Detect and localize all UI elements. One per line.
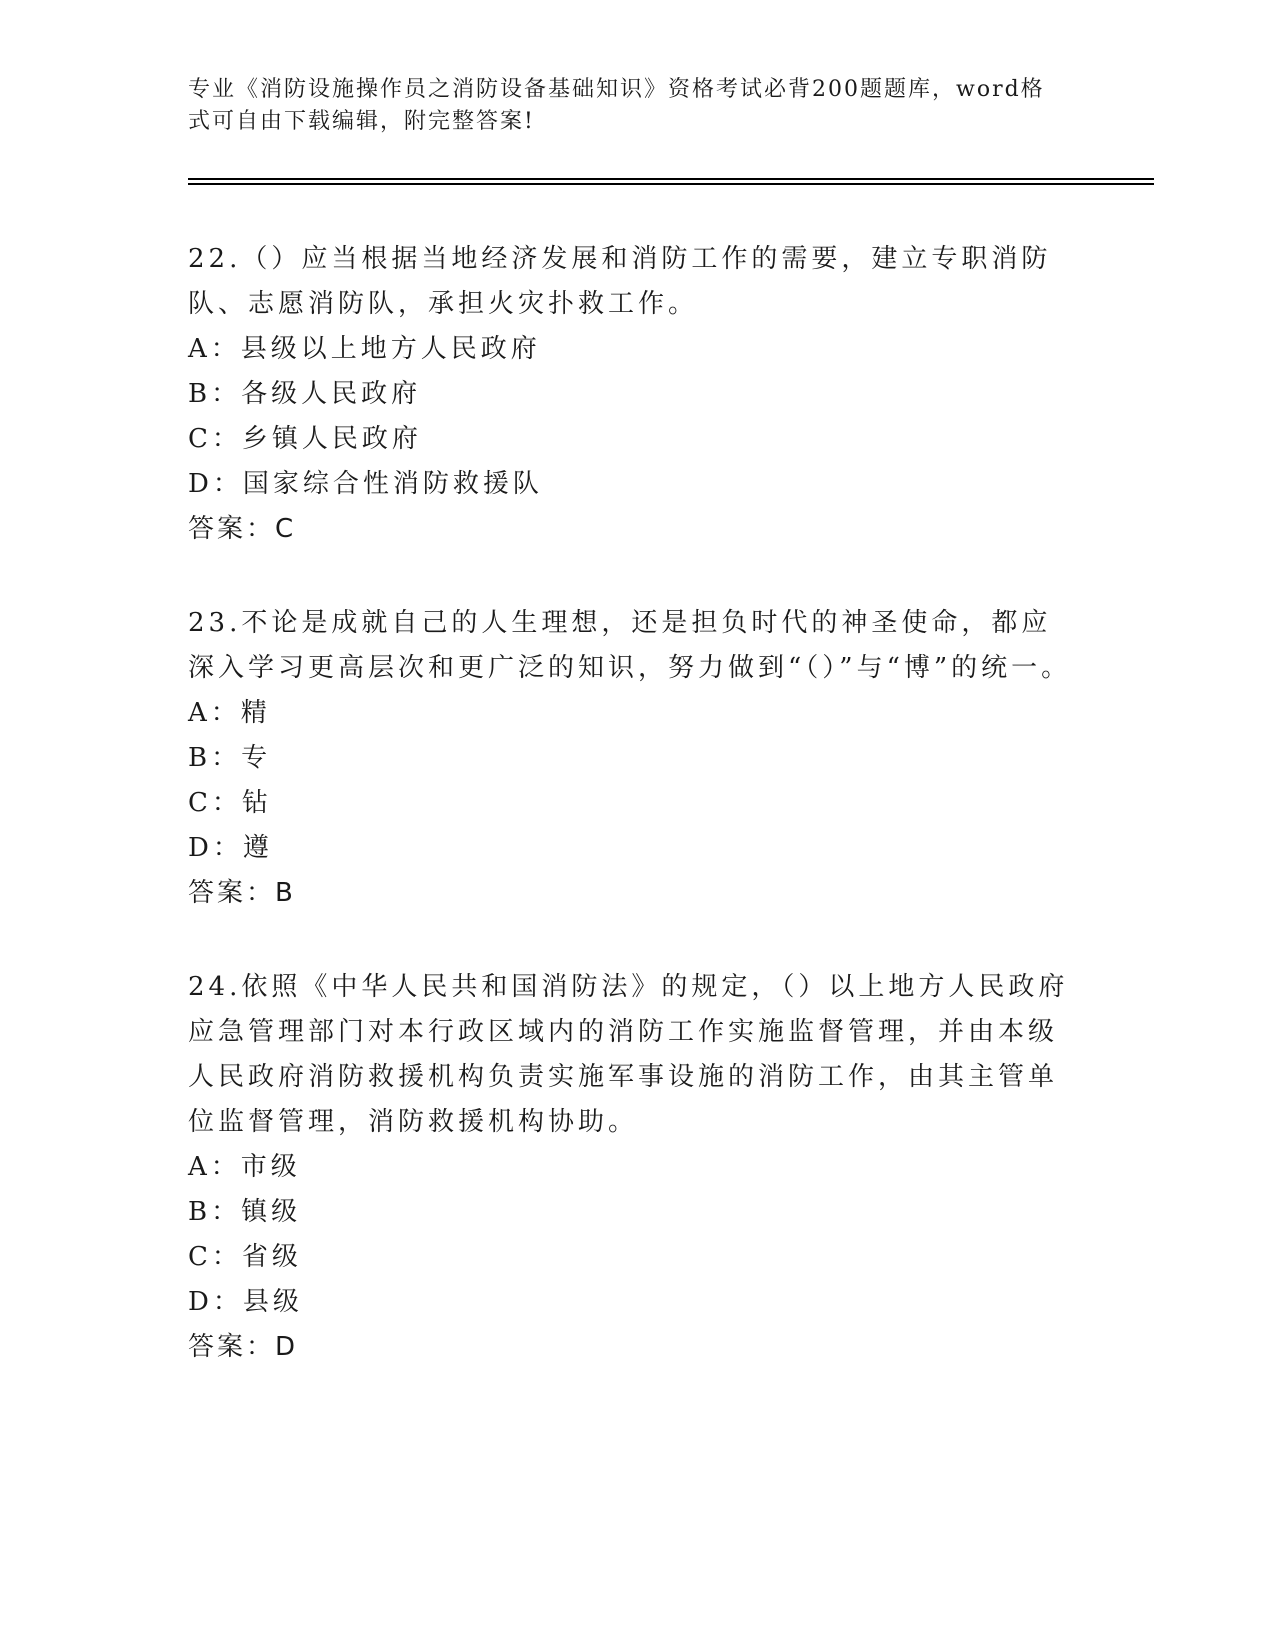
question-text: 24.依照《中华人民共和国消防法》的规定，（）以上地方人民政府应急管理部门对本行政区域内的消防工作实施监督管理，并由本级人民政府消防救援机构负责实施军事设施的消防工作，由其主管单位监督管理，消防救援机构协助。 (188, 972, 1069, 1137)
option-b: B：镇级 (188, 1197, 302, 1227)
document-header: 专业《消防设施操作员之消防设备基础知识》资格考试必背200题题库，word格式可自由下载编辑，附完整答案! (188, 77, 1045, 134)
answer: 答案：B (188, 878, 296, 908)
option-a: A：市级 (188, 1152, 301, 1182)
option-d: D：县级 (188, 1287, 303, 1317)
question-text: 23.不论是成就自己的人生理想，还是担负时代的神圣使命，都应深入学习更高层次和更广泛的知识，努力做到“（）”与“博”的统一。 (188, 608, 1072, 683)
question-text: 22.（）应当根据当地经济发展和消防工作的需要，建立专职消防队、志愿消防队，承担火灾扑救工作。 (188, 244, 1052, 319)
header-divider-top (188, 178, 1154, 180)
option-a: A：精 (188, 698, 271, 728)
question-22 (188, 237, 1078, 552)
option-b: B：专 (188, 743, 272, 773)
option-c: C：省级 (188, 1242, 302, 1272)
option-d: D：遵 (188, 833, 273, 863)
option-b: B：各级人民政府 (188, 379, 422, 409)
option-c: C：乡镇人民政府 (188, 424, 422, 454)
header-divider-bottom (188, 183, 1154, 185)
option-a: A：县级以上地方人民政府 (188, 334, 541, 364)
answer: 答案：C (188, 514, 297, 544)
option-c: C：钻 (188, 788, 272, 818)
question-24 (188, 965, 1078, 1370)
answer: 答案：D (188, 1332, 299, 1362)
option-d: D：国家综合性消防救援队 (188, 469, 543, 499)
question-23 (188, 601, 1078, 916)
